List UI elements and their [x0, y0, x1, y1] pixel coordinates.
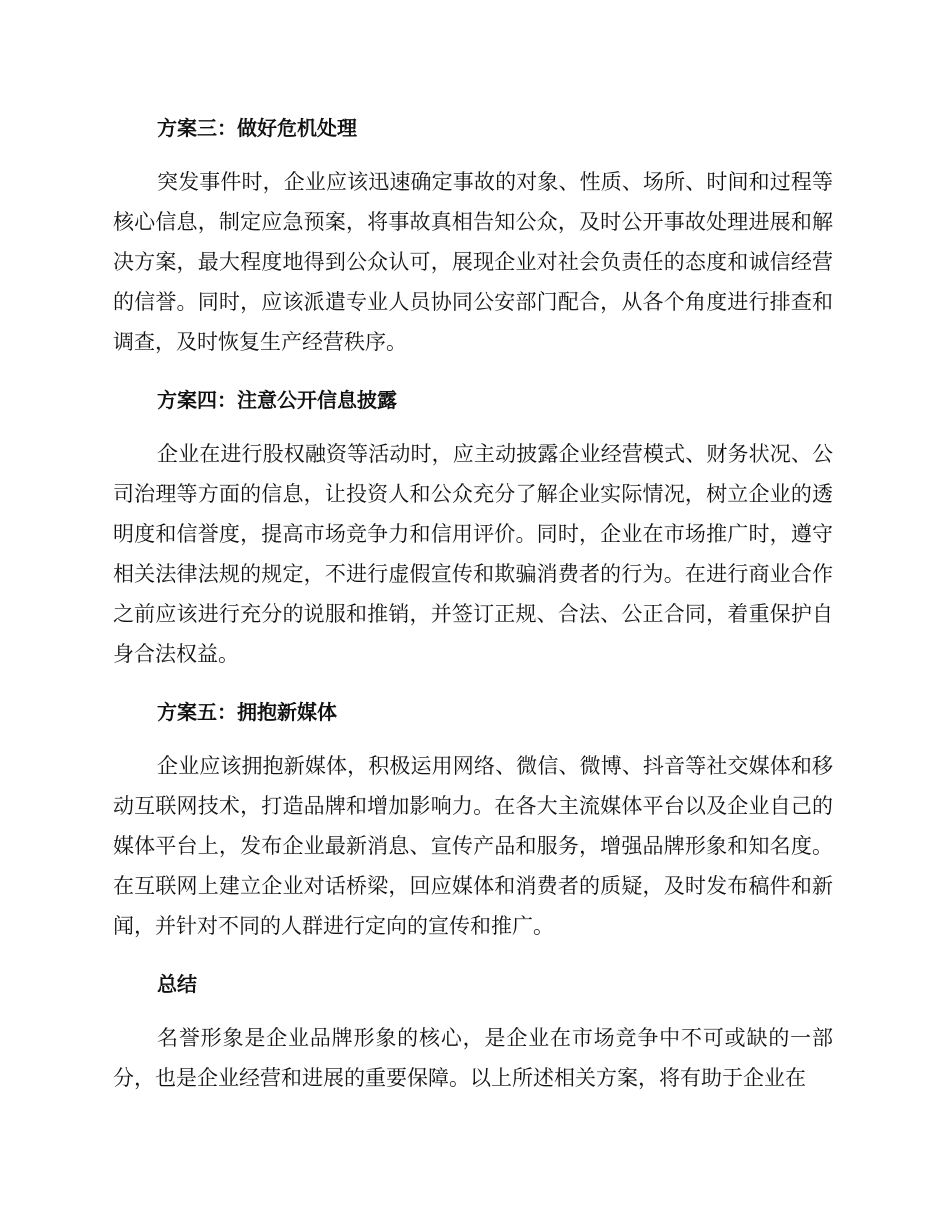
section-heading-new-media: 方案五：拥抱新媒体	[157, 700, 337, 724]
document-body	[113, 110, 833, 1118]
section-heading-crisis-handling: 方案三：做好危机处理	[157, 116, 357, 140]
section-heading-summary: 总结	[157, 972, 197, 996]
section-paragraph-new-media: 企业应该拥抱新媒体，积极运用网络、微信、微博、抖音等社交媒体和移动互联网技术，打造品牌和增加影响力。在各大主流媒体平台以及企业自己的媒体平台上，发布企业最新消息、宣传产品和服务，增强品牌形象和知名度。在互联网上建立企业对话桥梁，回应媒体和消费者的质疑，及时发布稿件和新闻，并针对不同的人群进行定向的宣传和推广。	[113, 754, 833, 938]
section-paragraph-summary: 名誉形象是企业品牌形象的核心，是企业在市场竞争中不可或缺的一部分，也是企业经营和进展的重要保障。以上所述相关方案，将有助于企业在	[113, 1026, 833, 1090]
section-paragraph-information-disclosure: 企业在进行股权融资等活动时，应主动披露企业经营模式、财务状况、公司治理等方面的信息，让投资人和公众充分了解企业实际情况，树立企业的透明度和信誉度，提高市场竞争力和信用评价。同时，企业在市场推广时，遵守相关法律法规的规定，不进行虚假宣传和欺骗消费者的行为。在进行商业合作之前应该进行充分的说服和推销，并签订正规、合法、公正合同，着重保护自身合法权益。	[113, 442, 833, 666]
section-paragraph-crisis-handling: 突发事件时，企业应该迅速确定事故的对象、性质、场所、时间和过程等核心信息，制定应急预案，将事故真相告知公众，及时公开事故处理进展和解决方案，最大程度地得到公众认可，展现企业对社会负责任的态度和诚信经营的信誉。同时，应该派遣专业人员协同公安部门配合，从各个角度进行排查和调查，及时恢复生产经营秩序。	[113, 170, 833, 354]
section-heading-information-disclosure: 方案四：注意公开信息披露	[157, 388, 397, 412]
